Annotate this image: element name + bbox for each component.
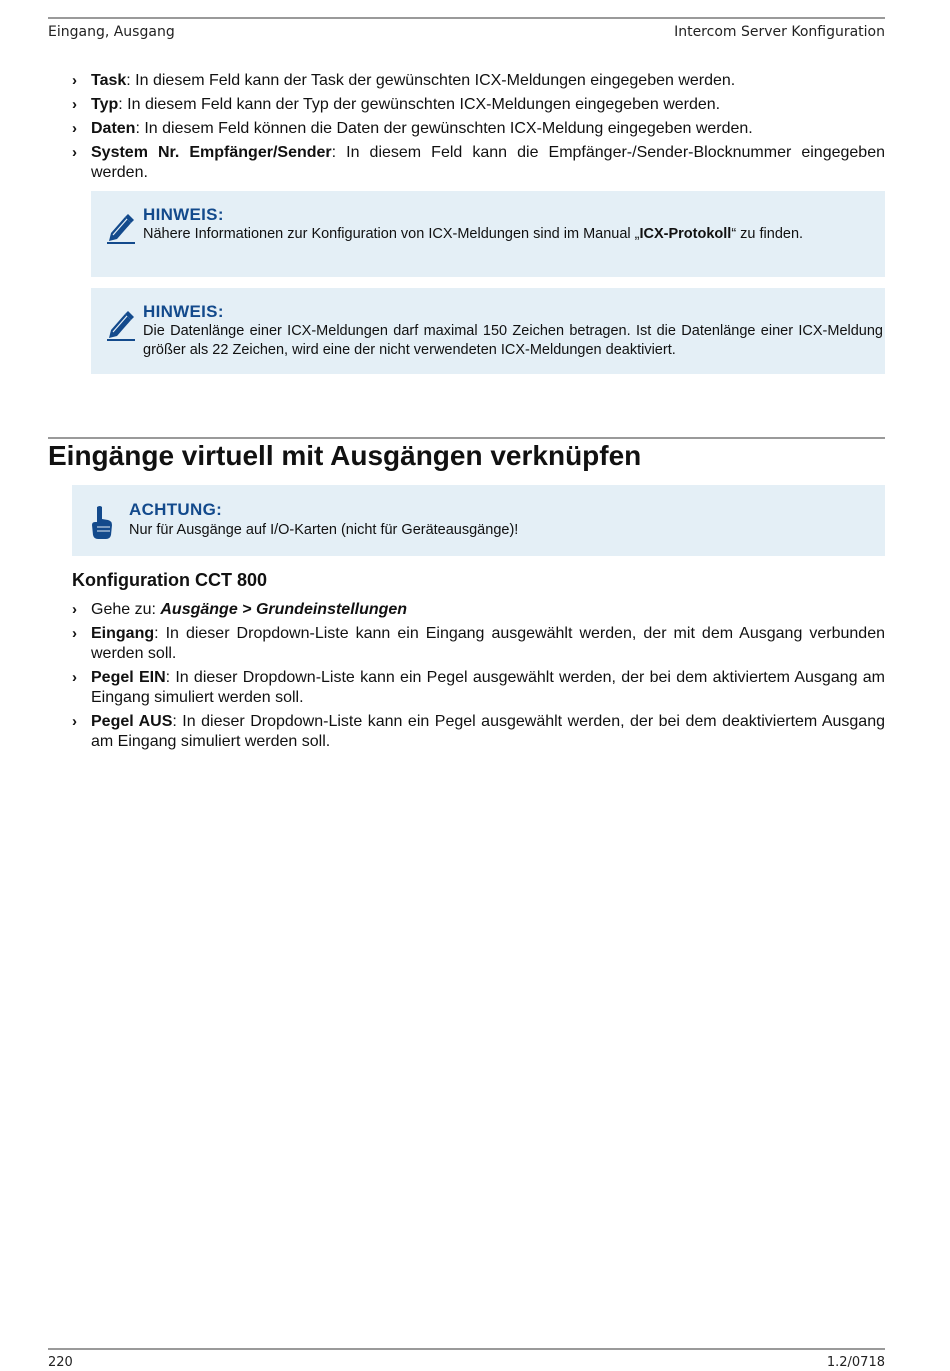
section-title: Eingänge virtuell mit Ausgängen verknüpfen — [48, 440, 642, 471]
document-version: 1.2/0718 — [826, 1355, 885, 1370]
list-item-term: Typ — [91, 96, 119, 113]
goto-label: Gehe zu: — [91, 601, 161, 618]
list-item-text: : In diesem Feld kann der Task der gewünschten ICX-Meldungen eingegeben werden. — [126, 72, 736, 89]
field-description-list — [72, 71, 885, 187]
note-text-end: “ zu finden. — [731, 226, 804, 242]
subsection-title: Konfiguration CCT 800 — [72, 570, 268, 590]
list-item-text: : In dieser Dropdown-Liste kann ein Pegel ausgewählt werden, der bei dem aktiviertem Ausgang am Eingang simuliert werden soll. — [91, 669, 885, 706]
chevron-right-icon: › — [72, 625, 77, 642]
list-item — [72, 71, 885, 91]
note-title: HINWEIS: — [143, 205, 224, 224]
list-item-text: : In dieser Dropdown-Liste kann ein Pegel ausgewählt werden, der bei dem deaktiviertem Ausgang am Eingang simuliert werden soll. — [91, 713, 886, 750]
list-item — [72, 624, 885, 664]
list-item-term: Task — [91, 72, 127, 89]
list-item-text: : In diesem Feld kann die Empfänger-/Sender-Blocknummer eingegeben werden. — [91, 144, 885, 181]
list-item — [72, 712, 885, 752]
note-text: Die Datenlänge einer ICX-Meldungen darf maximal 150 Zeichen betragen. Ist die Datenlänge einer ICX-Meldung größer als 22 Zeichen, wird eine der nicht verwendeten ICX-Meldungen deaktiviert. — [143, 323, 883, 358]
list-item-term: Pegel EIN — [91, 669, 166, 686]
note-text — [143, 225, 883, 244]
header-chapter: Eingang, Ausgang — [48, 24, 175, 40]
chevron-right-icon: › — [72, 96, 77, 113]
chevron-right-icon: › — [72, 713, 77, 730]
pencil-icon — [105, 308, 135, 342]
note-box — [91, 288, 885, 374]
list-item — [72, 119, 885, 139]
list-item-text: : In diesem Feld kann der Typ der gewünschten ICX-Meldungen eingegeben werden. — [118, 96, 721, 113]
pointing-hand-icon — [90, 505, 114, 541]
list-item-text: : In diesem Feld können die Daten der gewünschten ICX-Meldung eingegeben werden. — [135, 120, 753, 137]
page-number: 220 — [48, 1355, 73, 1370]
chevron-right-icon: › — [72, 669, 77, 686]
manual-reference: ICX-Protokoll — [639, 226, 732, 242]
footer-rule — [48, 1348, 885, 1350]
caution-text: Nur für Ausgänge auf I/O-Karten (nicht für Geräteausgänge)! — [129, 522, 519, 538]
list-item-term: System Nr. Empfänger/Sender — [91, 144, 332, 161]
list-item — [72, 600, 885, 620]
list-item — [72, 668, 885, 708]
caution-box — [72, 485, 885, 556]
header-document-title: Intercom Server Konfiguration — [674, 24, 885, 40]
chevron-right-icon: › — [72, 120, 77, 137]
pencil-icon — [105, 211, 135, 245]
chevron-right-icon: › — [72, 144, 77, 161]
header-rule — [48, 17, 885, 19]
list-item-term: Eingang — [91, 625, 155, 642]
caution-title: ACHTUNG: — [129, 500, 223, 519]
note-title: HINWEIS: — [143, 302, 224, 321]
menu-path: Ausgänge > Grundeinstellungen — [160, 601, 408, 618]
chevron-right-icon: › — [72, 72, 77, 89]
list-item — [72, 143, 885, 183]
list-item-term: Daten — [91, 120, 136, 137]
list-item-term: Pegel AUS — [91, 713, 173, 730]
chevron-right-icon: › — [72, 601, 77, 618]
note-text-start: Nähere Informationen zur Konfiguration von ICX-Meldungen sind im Manual „ — [143, 226, 640, 242]
note-box — [91, 191, 885, 277]
list-item — [72, 95, 885, 115]
configuration-steps-list — [72, 600, 885, 756]
section-rule — [48, 437, 885, 439]
list-item-text: : In dieser Dropdown-Liste kann ein Eingang ausgewählt werden, der mit dem Ausgang verbunden werden soll. — [91, 625, 885, 662]
